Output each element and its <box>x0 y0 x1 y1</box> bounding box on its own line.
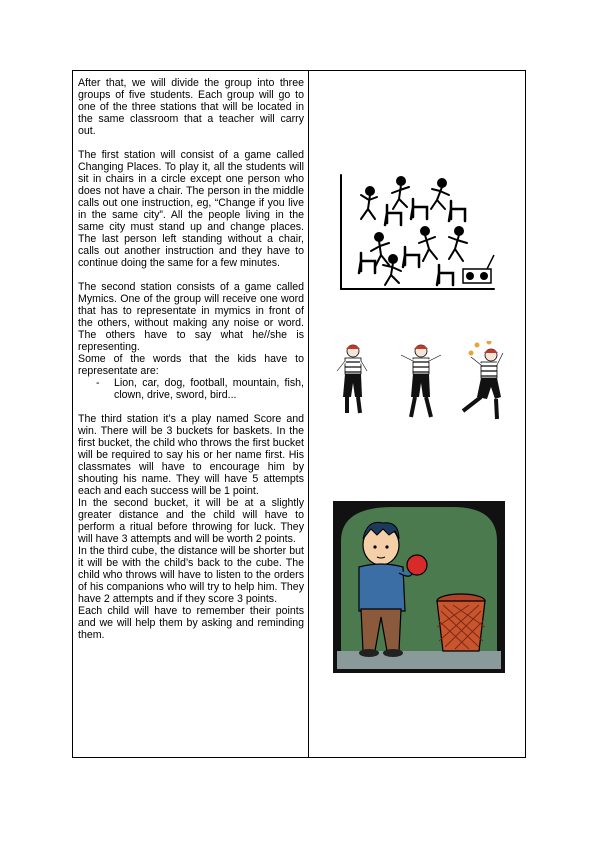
word-list <box>78 377 304 401</box>
paragraph-second-bucket: In the second bucket, it will be at a slightly greater distance and the child will have to perform a ritual before throwing for luck. They will have 3 attempts and will be worth 2 points. <box>78 497 304 545</box>
paragraph-points: Each child will have to remember their points and we will help them by asking and reminding them. <box>78 605 304 641</box>
score-and-win-illustration <box>333 501 505 673</box>
activity-table <box>72 70 526 758</box>
text-column <box>78 77 304 641</box>
word-list-item: - Lion, car, dog, football, mountain, fish, clown, drive, sword, bird... <box>114 377 304 401</box>
basket-icon <box>437 594 485 651</box>
paragraph-third-cube: In the third cube, the distance will be shorter but it will be with the child’s back to the cube. The child who throws will have to listen to the orders of his companions who will try to help him. They have 2 attempts and if they score 3 points. <box>78 545 304 605</box>
ball-icon <box>407 555 427 575</box>
changing-places-illustration <box>339 173 499 291</box>
paragraph-words-intro: Some of the words that the kids have to representate are: <box>78 353 304 377</box>
paragraph-station-one: The first station will consist of a game called Changing Places. To play it, all the students will sit in chairs in a circle except one person who does not have a chair. The person in the middle calls out one instruction, eg, “Change if you live in the same city”. All the people living in the same city must stand up and change places. The last person left standing without a chair, calls out another instruction and they have to continue doing the same for a few minutes. <box>78 149 304 269</box>
paragraph-intro: After that, we will divide the group into three groups of five students. Each group will go to one of the three stations that will be located in the same classroom that a teacher will carry out. <box>78 77 304 137</box>
paragraph-station-three: The third station it’s a play named Score and win. There will be 3 buckets for baskets. In the first bucket, the child who throws the first bucket will be required to say his or her name first. His classmates will have to encourage him by shouting his name. They will have 5 attempts each and each success will be 1 point. <box>78 413 304 497</box>
paragraph-station-two: The second station consists of a game called Mymics. One of the group will receive one word that has to representate in mymics in front of the others, without making any noise or word. The others have to say what he//she is representing. <box>78 281 304 353</box>
radio-icon <box>463 255 494 283</box>
illustration-column <box>309 71 526 757</box>
mimes-illustration <box>331 341 511 427</box>
